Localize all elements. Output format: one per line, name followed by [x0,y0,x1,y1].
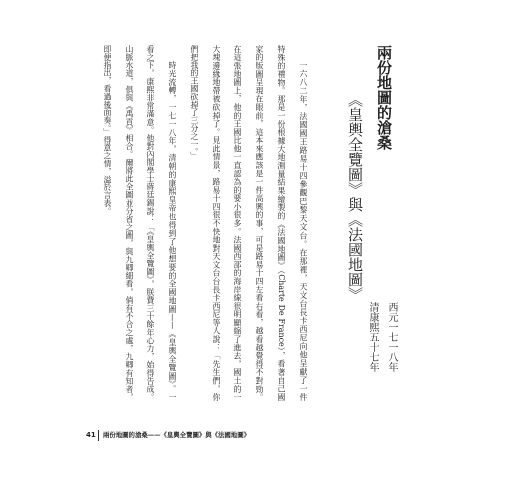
chapter-subtitle: 《皇輿全覽圖》與《法國地圖》 [346,92,364,302]
running-title: 兩份地圖的滄桑——《皇輿全覽圖》與《法國地圖》 [103,431,250,439]
text-column: 山脈水道，俱與《禹貢》相合。爾將此全圖並分省之圖，與九卿細看，倘有不合之處，九卿有知者， [125,45,134,401]
text-column: 們把我的王國砍掉了三分之一。」 [190,45,199,160]
text-column: 時光流轉，一七一八年，清朝的康熙皇帝也得到了他想要的全國地圖——《皇輿全覽圖》。一 [168,61,177,401]
text-column: 即便指出，看過後面奏。」得意之情，溢於言表。 [103,45,112,215]
chapter-title: 兩份地圖的滄桑 [375,45,393,150]
page-number: 41 [86,431,96,439]
text-column: 在這張地圖上，他的王國比他一直認為的要小很多。法國西部的海岸線很明顯縮了進去，國土的一 [233,45,242,401]
text-column: 大塊邊緣地帶被砍掉了。見此情景，路易十四很不快地對天文台台長卡西尼等人說：「先生們，你 [212,45,221,401]
date-note-chinese: 清康熙五十七年 [367,302,378,372]
text-column: 特殊的禮物。那是一份根據大地測量結果繪製的《法國地圖》（Charte De France），看著自己國 [277,45,286,401]
text-column: 一六八二年，法國國王路易十四參觀巴黎天文台。在那裡，天文台長卡西尼向他呈獻了一件 [299,61,308,401]
footer-divider [98,430,99,441]
text-column: 看之下，康熙非常滿意。他對內閣學士蔣廷錫說：「《皇輿全覽圖》，朕費三十餘年心力，始得告成。 [146,45,155,401]
text-column: 家的版圖呈現在眼前，這本來應該是一件高興的事，可是路易十四左看右看，越看越覺得不對勁。 [255,45,264,401]
date-note-western: 西元一七一八年 [386,302,397,372]
